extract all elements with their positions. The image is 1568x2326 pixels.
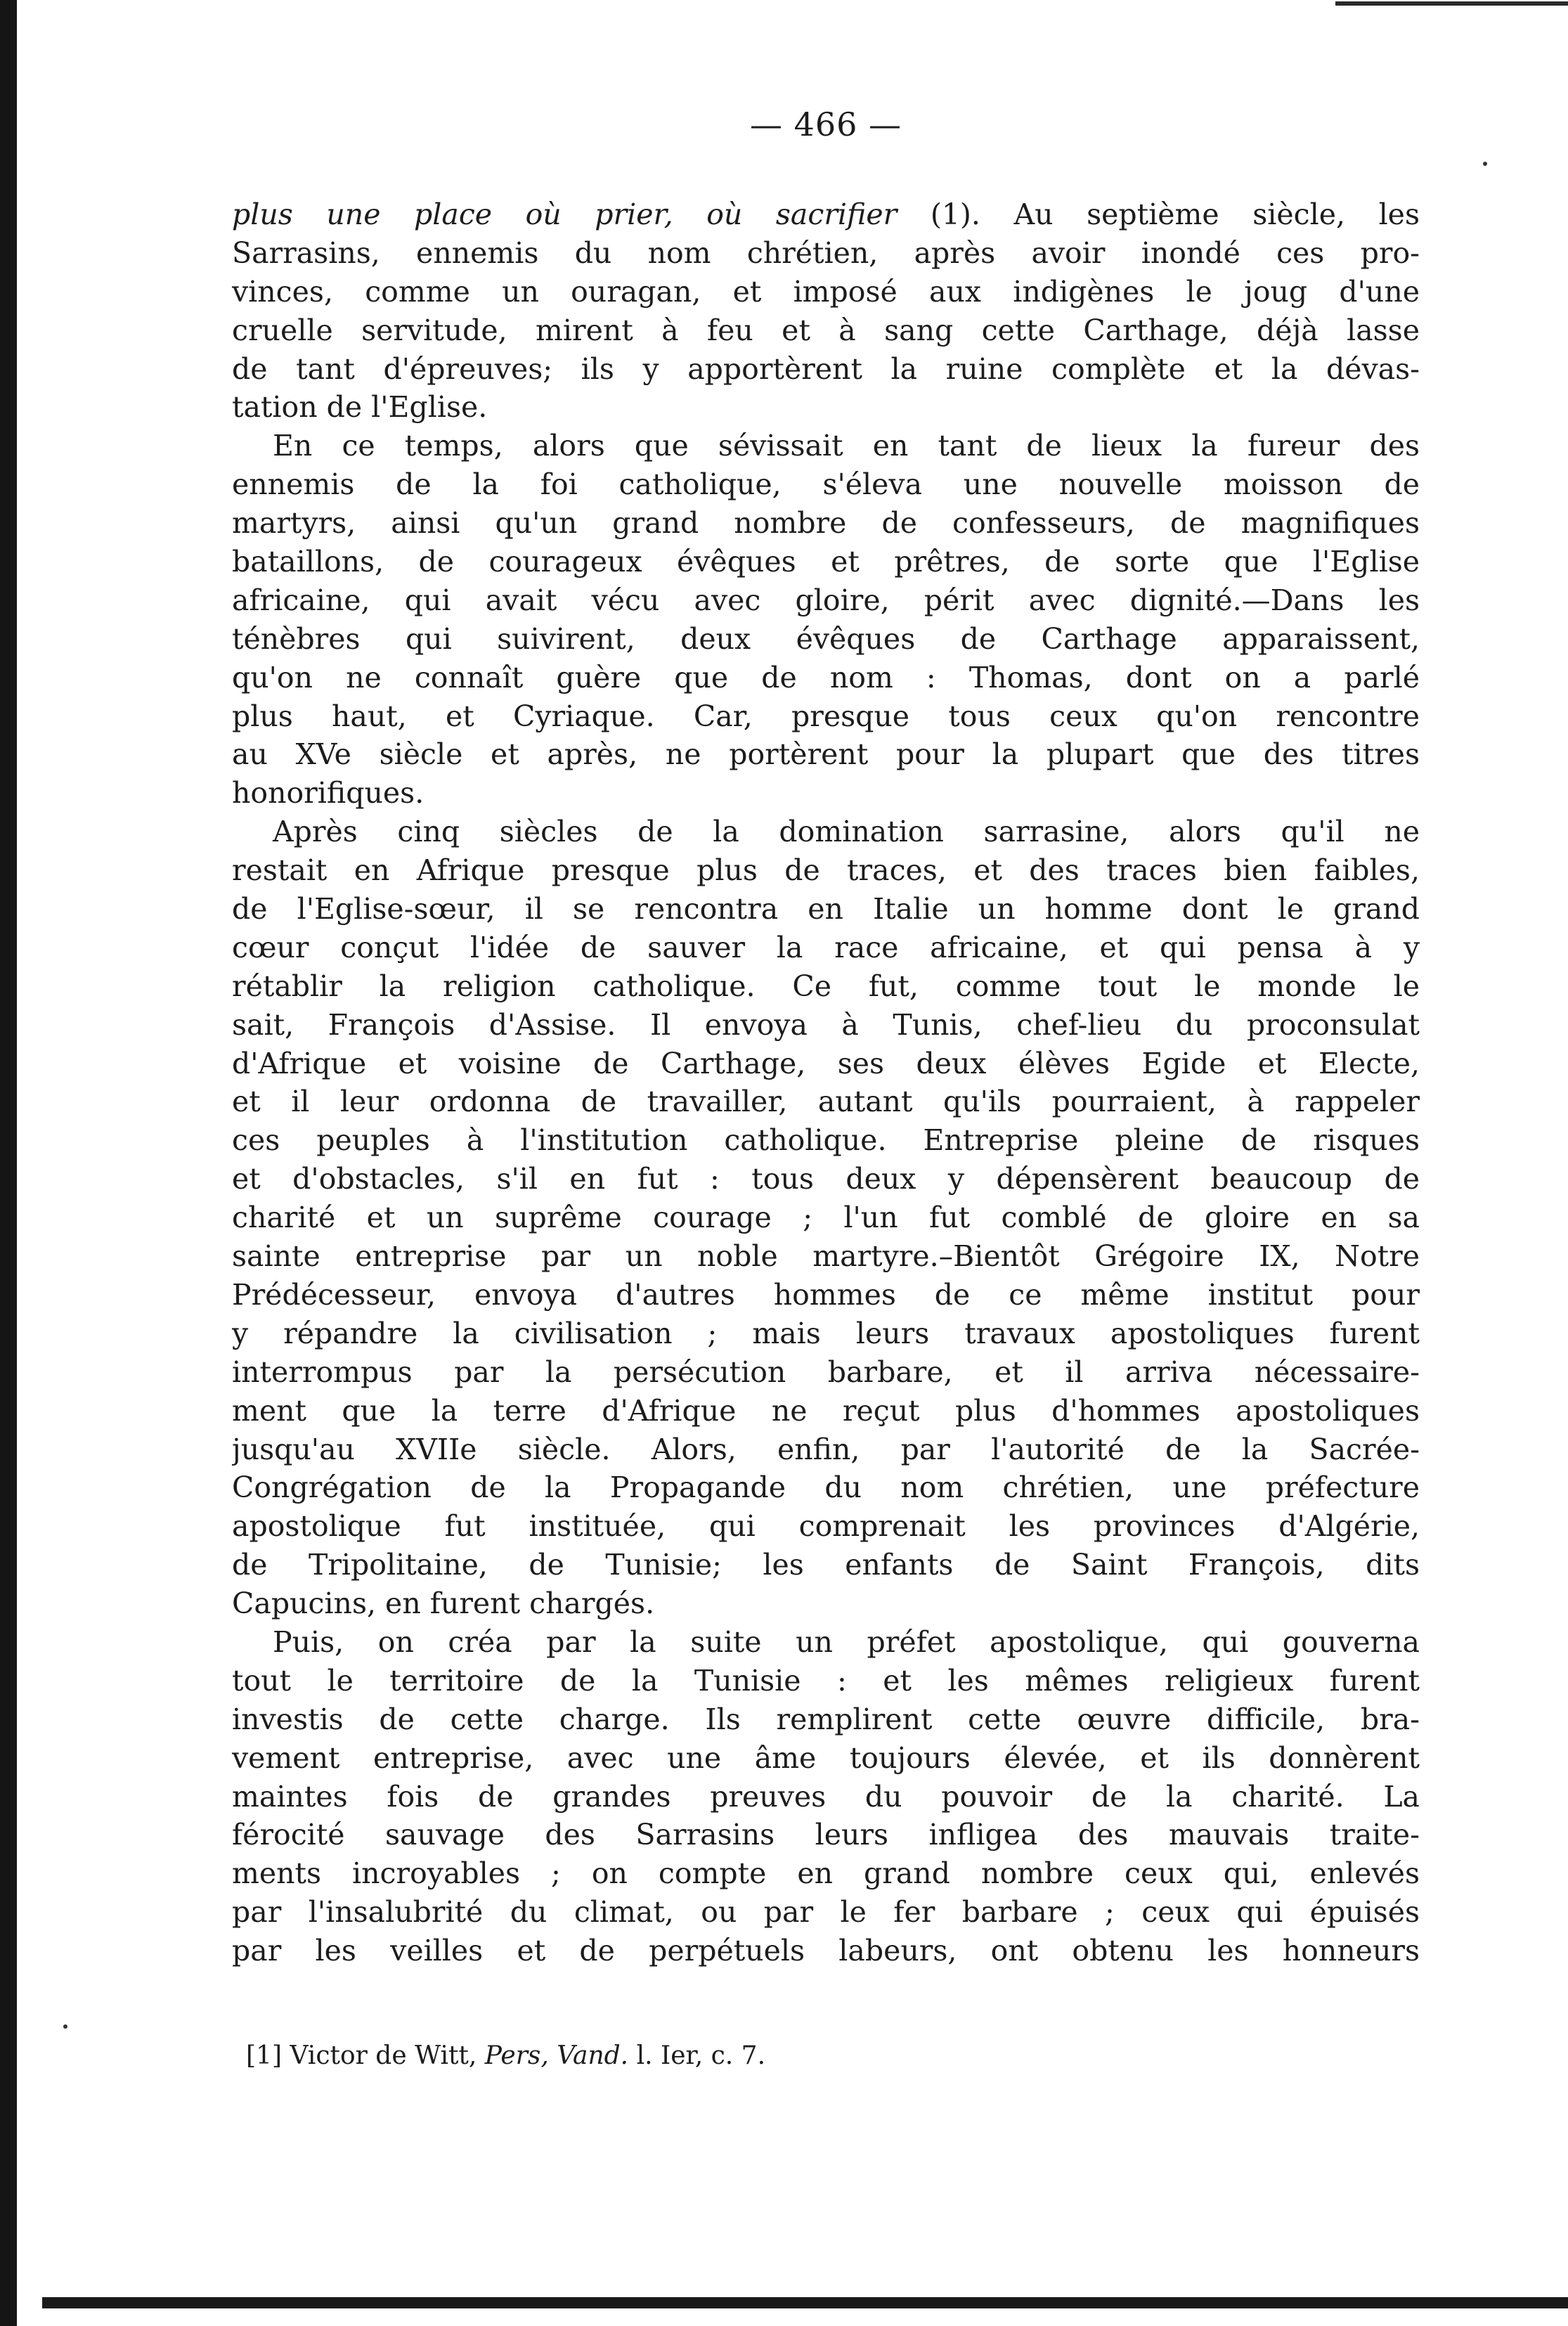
text-line-content: par l'insalubrité du climat, ou par le fer barbare ; ceux qui épuisés [232,1895,1420,1930]
text-line [232,273,1420,311]
text-line-content: ment que la terre d'Afrique ne reçut plus d'hommes apostoliques [232,1393,1420,1428]
text-line-content: apostolique fut instituée, qui comprenait les provinces d'Algérie, [232,1509,1420,1544]
text-line-content: de Tripolitaine, de Tunisie; les enfants de Saint François, dits [232,1548,1420,1582]
text-line-content: (1). Au septième siècle, les [897,198,1420,231]
text-line-content: ments incroyables ; on compte en grand nombre ceux qui, enlevés [232,1856,1420,1891]
text-line [232,1392,1420,1430]
text-line-content: ennemis de la foi catholique, s'éleva une nouvelle moisson de [232,467,1420,502]
text-line-content: Congrégation de la Propagande du nom chrétien, une préfecture [232,1471,1420,1505]
text-line-content: En ce temps, alors que sévissait en tant de lieux la fureur des [273,429,1420,463]
text-line-content: d'Afrique et voisine de Carthage, ses deux élèves Egide et Electe, [232,1046,1420,1080]
text-line-content: sait, François d'Assise. Il envoya à Tunis, chef-lieu du proconsulat [232,1007,1420,1042]
text-line [232,1198,1420,1237]
text-line-content: vinces, comme un ouragan, et imposé aux indigènes le joug d'une [232,274,1420,309]
text-line-content: sainte entreprise par un noble martyre.–Bientôt Grégoire IX, Notre [232,1239,1420,1274]
text-line-content: tation de l'Eglise. [232,390,488,425]
text-line [232,1314,1420,1353]
text-line-content: Capucins, en furent chargés. [232,1587,655,1621]
text-line-content: férocité sauvage des Sarrasins leurs infligea des mauvais traite- [232,1818,1420,1852]
text-line [232,1276,1420,1314]
text-line-content: Sarrasins, ennemis du nom chrétien, après avoir inondé ces pro- [232,235,1420,270]
text-line [232,1083,1420,1121]
text-line [232,388,1420,427]
text-line [232,735,1420,774]
footnote [246,2041,765,2070]
text-line-content: Après cinq siècles de la domination sarrasine, alors qu'il ne [273,815,1420,849]
text-line [232,1623,1420,1662]
text-line-content: au XVe siècle et après, ne portèrent pour la plupart que des titres [232,737,1420,772]
text-line [232,543,1420,581]
italic-phrase: plus une place où prier, où sacrifier [232,198,898,231]
scan-speck [63,2024,67,2029]
text-line-content: Puis, on créa par la suite un préfet apostolique, qui gouverna [273,1624,1420,1659]
text-line [232,620,1420,659]
footnote-reference: l. Ier, c. 7. [628,2041,766,2070]
text-line [232,1353,1420,1392]
text-line [232,1662,1420,1700]
text-line [232,929,1420,967]
text-line-content: par les veilles et de perpétuels labeurs, ont obtenu les honneurs [232,1934,1420,1968]
text-line [232,427,1420,465]
text-line-content: cruelle servitude, mirent à feu et à sang cette Carthage, déjà lasse [232,313,1420,347]
text-line-content: restait en Afrique presque plus de traces, et des traces bien faibles, [232,853,1420,888]
text-line [232,1739,1420,1778]
text-line [232,967,1420,1006]
text-line [232,813,1420,851]
text-line-content: Prédécesseur, envoya d'autres hommes de ce même institut pour [232,1277,1420,1312]
footnote-work-subtitle: Vand. [557,2041,629,2070]
text-line [232,1507,1420,1546]
text-line [232,1893,1420,1932]
text-line [232,504,1420,543]
text-line-content: et d'obstacles, s'il en fut : tous deux y dépensèrent beaucoup de [232,1162,1420,1196]
text-line-content: ces peuples à l'institution catholique. Entreprise pleine de risques [232,1123,1420,1158]
text-line [232,1468,1420,1507]
text-line-content: rétablir la religion catholique. Ce fut, comme tout le monde le [232,969,1420,1003]
text-line [232,851,1420,890]
text-line-content: cœur conçut l'idée de sauver la race africaine, et qui pensa à y [232,930,1420,964]
text-line [232,1237,1420,1276]
text-line-content: charité et un suprême courage ; l'un fut comblé de gloire en sa [232,1201,1420,1235]
page-number: — 466 — [749,105,902,143]
scan-border-left [0,0,17,2326]
text-line [232,1006,1420,1045]
text-line [232,195,1420,234]
scan-border-bottom [42,2297,1568,2308]
text-line [232,1932,1420,1970]
text-line [232,1546,1420,1584]
text-line-content: plus haut, et Cyriaque. Car, presque tous ceux qu'on rencontre [232,699,1420,733]
text-line-content: tout le territoire de la Tunisie : et les mêmes religieux furent [232,1663,1420,1698]
text-line [232,1778,1420,1816]
text-line [232,774,1420,813]
text-line-content: interrompus par la persécution barbare, et il arriva nécessaire- [232,1355,1420,1389]
text-line-content: honorifiques. [232,776,425,810]
text-line-content: maintes fois de grandes preuves du pouvoir de la charité. La [232,1779,1420,1814]
text-line [232,1430,1420,1469]
text-line [232,1160,1420,1198]
text-line [232,1584,1420,1623]
scan-speck [1483,162,1487,166]
text-line [232,697,1420,736]
text-line-content: de tant d'épreuves; ils y apportèrent la ruine complète et la dévas- [232,351,1420,386]
text-line-content: qu'on ne connaît guère que de nom : Thomas, dont on a parlé [232,660,1420,694]
text-line-content: investis de cette charge. Ils remplirent cette œuvre difficile, bra- [232,1702,1420,1736]
body-text [232,195,1420,1970]
footnote-author: Victor de Witt, [282,2041,485,2070]
text-line [232,311,1420,350]
text-line [232,1816,1420,1854]
text-line-content: vement entreprise, avec une âme toujours élevée, et ils donnèrent [232,1740,1420,1775]
scan-border-top [1335,1,1568,6]
text-line-content: martyrs, ainsi qu'un grand nombre de confesseurs, de magnifiques [232,506,1420,541]
text-line-content: ténèbres qui suivirent, deux évêques de Carthage apparaissent, [232,621,1420,656]
text-line [232,659,1420,697]
text-line [232,581,1420,620]
text-line [232,1045,1420,1083]
footnote-work-title: Pers, [484,2041,549,2070]
text-line-content: y répandre la civilisation ; mais leurs travaux apostoliques furent [232,1316,1420,1350]
text-line [232,1121,1420,1160]
text-line-content: et il leur ordonna de travailler, autant qu'ils pourraient, à rappeler [232,1085,1420,1119]
text-line [232,1854,1420,1893]
text-line [232,234,1420,273]
text-line [232,1700,1420,1739]
text-line-content: bataillons, de courageux évêques et prêtres, de sorte que l'Eglise [232,545,1420,579]
text-line-content: jusqu'au XVIIe siècle. Alors, enfin, par l'autorité de la Sacrée- [232,1432,1420,1466]
footnote-marker: [1] [246,2041,282,2070]
text-line [232,350,1420,389]
text-line-content: de l'Eglise-sœur, il se rencontra en Italie un homme dont le grand [232,892,1420,926]
text-line [232,465,1420,504]
text-line-content: africaine, qui avait vécu avec gloire, périt avec dignité.—Dans les [232,583,1420,617]
text-line [232,890,1420,929]
book-page [232,105,1420,2144]
